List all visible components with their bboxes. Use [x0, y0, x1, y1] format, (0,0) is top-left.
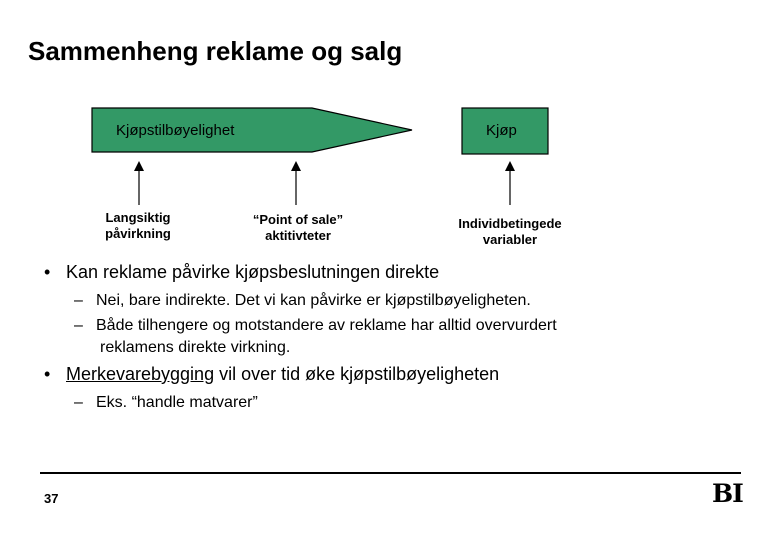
propensity-arrow-label: Kjøpstilbøyelighet — [116, 122, 235, 139]
sub-bullet-2-1 — [74, 392, 258, 414]
bullet-1 — [44, 262, 439, 283]
page-number: 37 — [44, 491, 59, 506]
factor-line: variabler — [482, 232, 538, 247]
factor-line: “Point of sale” — [252, 212, 344, 227]
factor-line: påvirkning — [105, 226, 171, 241]
factor-label-long-term — [88, 210, 188, 242]
bullet-dot: • — [44, 364, 51, 384]
sub-bullet-text-cont: reklamens direkte virkning. — [100, 339, 291, 356]
bullet-text: vil over tid øke kjøpstilbøyeligheten — [214, 364, 500, 384]
purchase-box-label: Kjøp — [486, 122, 517, 139]
sub-bullet-text: Eks. “handle matvarer” — [96, 394, 258, 411]
sub-bullet-1-1 — [74, 290, 531, 312]
factor-line: aktitivteter — [265, 228, 331, 243]
dash-marker: – — [74, 394, 83, 411]
footer-divider — [40, 472, 741, 474]
dash-marker: – — [74, 317, 83, 334]
factor-line: Langsiktig — [105, 210, 171, 225]
bullet-text: Kan reklame påvirke kjøpsbeslutningen direkte — [66, 262, 440, 282]
factor-label-point-of-sale — [228, 212, 368, 244]
bullet-2 — [44, 364, 499, 385]
sub-bullet-text: Både tilhengere og motstandere av reklame har alltid overvurdert — [96, 317, 557, 334]
factor-line: Individbetingede — [458, 216, 562, 231]
bullet-dot: • — [44, 262, 51, 282]
sub-bullet-text: Nei, bare indirekte. Det vi kan påvirke er kjøpstilbøyeligheten. — [96, 292, 531, 309]
bullet-text-underlined: Merkevarebygging — [66, 364, 215, 384]
bi-logo: BI — [712, 479, 743, 508]
slide-title: Sammenheng reklame og salg — [28, 36, 403, 66]
sub-bullet-1-2 — [74, 315, 557, 359]
factor-label-individual — [440, 216, 580, 248]
dash-marker: – — [74, 292, 83, 309]
